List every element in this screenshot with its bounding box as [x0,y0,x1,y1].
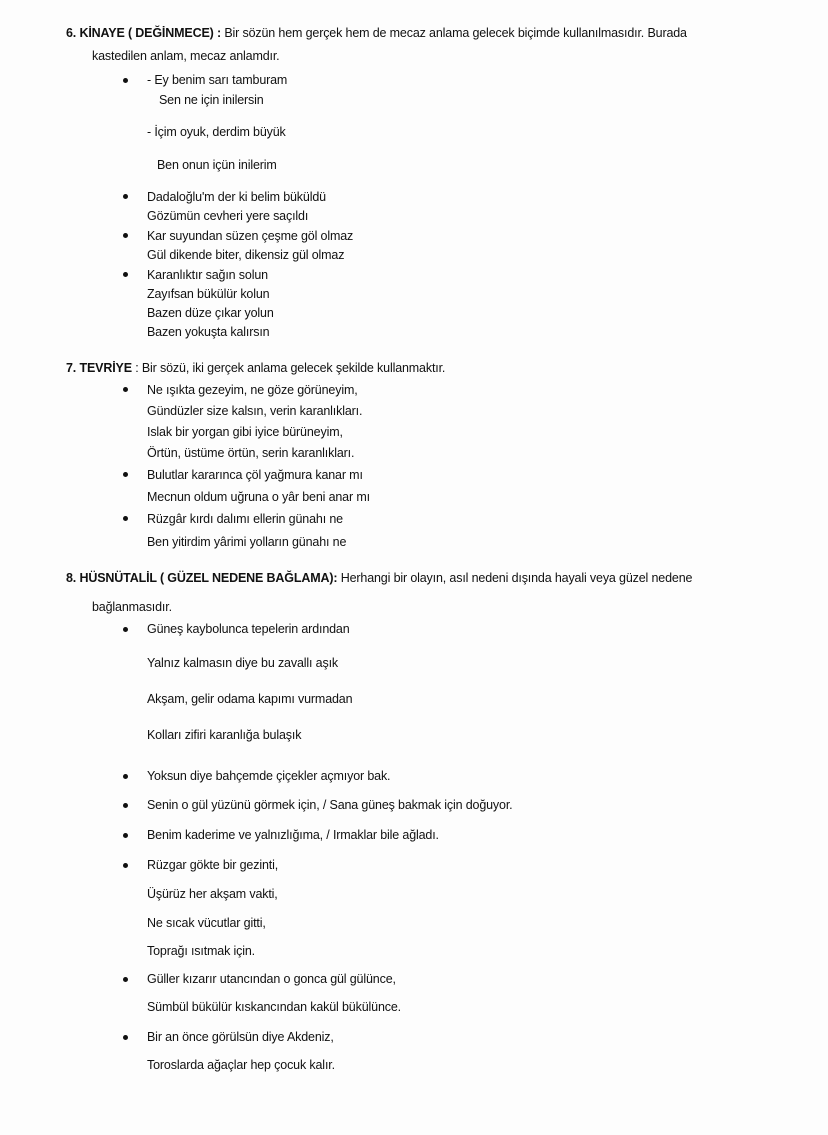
section-8-heading [66,570,692,586]
s7-ex1-line4: Örtün, üstüme örtün, serin karanlıkları. [147,446,355,460]
section-6-number: 6. [66,26,77,40]
bullet-icon [123,774,128,779]
section-8-number: 8. [66,571,77,585]
s6-ex1-line2: Sen ne için inilersin [159,93,264,107]
section-6-title: KİNAYE ( DEĞİNMECE) : [79,26,221,40]
bullet-icon [123,78,128,83]
bullet-icon [123,516,128,521]
s6-ex1-line3: - İçim oyuk, derdim büyük [147,125,286,139]
s8-ex7-line1: Bir an önce görülsün diye Akdeniz, [147,1030,334,1044]
s7-ex1-line1: Ne ışıkta gezeyim, ne göze görüneyim, [147,383,358,397]
s6-ex1-line4: Ben onun içün inilerim [157,158,277,172]
bullet-icon [123,272,128,277]
section-6-definition: Bir sözün hem gerçek hem de mecaz anlama gelecek biçimde kullanılmasıdır. Burada [221,26,687,40]
bullet-icon [123,803,128,808]
section-7-definition: : Bir sözü, iki gerçek anlama gelecek şekilde kullanmaktır. [131,361,446,375]
s8-ex5-line4: Toprağı ısıtmak için. [147,944,256,958]
s7-ex1-line2: Gündüzler size kalsın, verin karanlıkları. [147,404,363,418]
s6-ex4-line2: Zayıfsan bükülür kolun [147,287,270,301]
section-8-definition-cont: bağlanmasıdır. [92,600,172,614]
bullet-icon [123,833,128,838]
s8-ex1-line1: Güneş kaybolunca tepelerin ardından [147,622,350,636]
bullet-icon [123,472,128,477]
s8-ex3: Senin o gül yüzünü görmek için, / Sana güneş bakmak için doğuyor. [147,798,513,812]
section-7-number: 7. [66,361,77,375]
section-7-heading [66,360,445,376]
s8-ex2: Yoksun diye bahçemde çiçekler açmıyor bak. [147,769,391,783]
section-8-title: HÜSNÜTALİL ( GÜZEL NEDENE BAĞLAMA): [79,571,338,585]
s8-ex7-line2: Toroslarda ağaçlar hep çocuk kalır. [147,1058,335,1072]
s8-ex4: Benim kaderime ve yalnızlığıma, / Irmaklar bile ağladı. [147,828,439,842]
s6-ex4-line1: Karanlıktır sağın solun [147,268,268,282]
bullet-icon [123,1035,128,1040]
s6-ex2-line1: Dadaloğlu'm der ki belim büküldü [147,190,326,204]
bullet-icon [123,863,128,868]
s7-ex2-line2: Mecnun oldum uğruna o yâr beni anar mı [147,490,370,504]
s6-ex4-line4: Bazen yokuşta kalırsın [147,325,270,339]
s8-ex5-line2: Üşürüz her akşam vakti, [147,887,278,901]
s7-ex1-line3: Islak bir yorgan gibi iyice bürüneyim, [147,425,343,439]
s8-ex6-line1: Güller kızarır utancından o gonca gül gülünce, [147,972,396,986]
bullet-icon [123,233,128,238]
s8-ex5-line3: Ne sıcak vücutlar gitti, [147,916,266,930]
s8-ex6-line2: Sümbül bükülür kıskancından kakül bükülünce. [147,1000,401,1014]
s8-ex1-line2: Yalnız kalmasın diye bu zavallı aşık [147,656,338,670]
s7-ex2-line1: Bulutlar kararınca çöl yağmura kanar mı [147,468,363,482]
s7-ex3-line2: Ben yitirdim yârimi yolların günahı ne [147,535,347,549]
bullet-icon [123,627,128,632]
section-6-heading [66,25,687,41]
s8-ex1-line3: Akşam, gelir odama kapımı vurmadan [147,692,353,706]
s7-ex3-line1: Rüzgâr kırdı dalımı ellerin günahı ne [147,512,343,526]
section-6-definition-cont: kastedilen anlam, mecaz anlamdır. [92,49,280,63]
bullet-icon [123,387,128,392]
s8-ex1-line4: Kolları zifiri karanlığa bulaşık [147,728,302,742]
section-8-definition: Herhangi bir olayın, asıl nedeni dışında hayali veya güzel nedene [337,571,693,585]
s6-ex3-line2: Gül dikende biter, dikensiz gül olmaz [147,248,345,262]
section-7-title: TEVRİYE [79,361,132,375]
s6-ex3-line1: Kar suyundan süzen çeşme göl olmaz [147,229,354,243]
s6-ex1-line1: - Ey benim sarı tamburam [147,73,288,87]
bullet-icon [123,194,128,199]
s8-ex5-line1: Rüzgar gökte bir gezinti, [147,858,279,872]
bullet-icon [123,977,128,982]
s6-ex2-line2: Gözümün cevheri yere saçıldı [147,209,309,223]
s6-ex4-line3: Bazen düze çıkar yolun [147,306,274,320]
